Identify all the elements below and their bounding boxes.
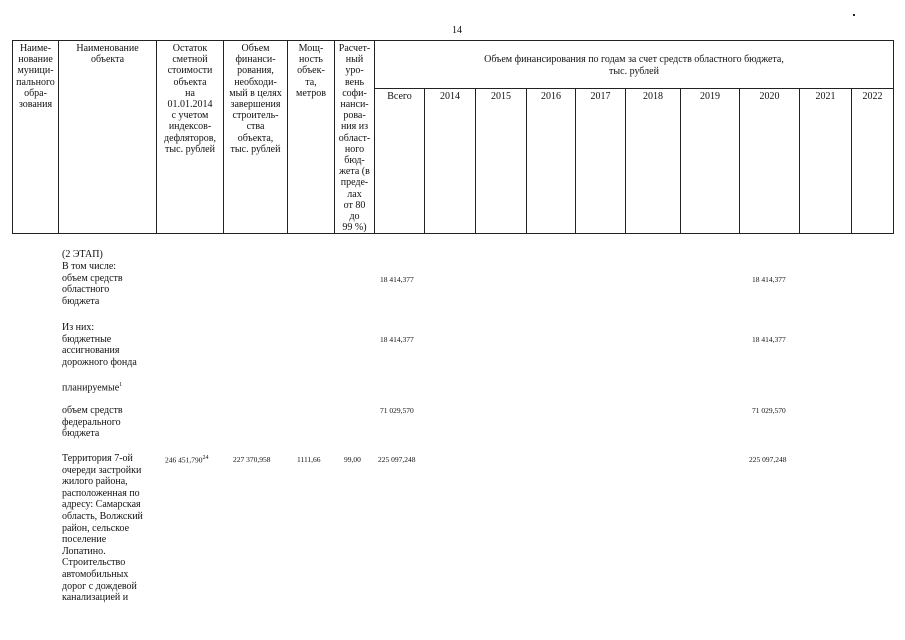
planned-text: планируемые — [62, 382, 120, 394]
page-number: 14 — [452, 25, 462, 36]
header-capacity: Мощ- ность объек- та, метров — [288, 41, 335, 234]
territory-remaining-value: 246 451,790 — [165, 455, 203, 465]
regional-budget-label: В том числе: объем средств областного бюджета — [62, 261, 123, 307]
header-required-financing: Объем финанси- рования, необходи- мый в целях завершения строитель- ства объекта, тыс. рублей — [224, 41, 288, 234]
header-year-2020: 2020 — [740, 89, 800, 234]
territory-remaining-cost — [165, 455, 209, 465]
road-fund-2020: 18 414,377 — [752, 335, 786, 344]
planned-footnote: 1 — [119, 382, 123, 388]
header-year-total: Всего — [375, 89, 425, 234]
header-financing-by-years — [375, 41, 894, 89]
header-cofinancing-level: Расчет- ный уро- вень софи- нанси- рова- ния из област- ного бюд- жета (в преде- лах от 80 до 99 %) — [335, 41, 375, 234]
territory-object-name: Территория 7-ой очереди застройки жилого района, расположенная по адресу: Самарская область, Волжский район, сельское поселение Лопатино. Строительство автомобильных дорог с дождевой канализацией и — [62, 453, 143, 604]
header-year-2022: 2022 — [852, 89, 894, 234]
federal-budget-label: объем средств федерального бюджета — [62, 405, 123, 440]
territory-required-financing: 227 370,958 — [233, 455, 271, 464]
stage-label: (2 ЭТАП) — [62, 249, 103, 260]
regional-budget-total: 18 414,377 — [380, 275, 414, 284]
territory-remaining-footnote: 24 — [202, 455, 209, 461]
territory-2020: 225 097,248 — [749, 455, 787, 464]
header-year-2016: 2016 — [527, 89, 576, 234]
territory-total: 225 097,248 — [378, 455, 416, 464]
federal-budget-2020: 71 029,570 — [752, 406, 786, 415]
header-year-2017: 2017 — [576, 89, 626, 234]
header-table — [12, 40, 894, 234]
financing-title-line1: Объем финансирования по годам за счет средств областного бюджета, — [484, 54, 784, 66]
financing-title-line2: тыс. рублей — [609, 65, 659, 77]
scan-speck — [853, 14, 855, 16]
territory-cofinancing-level: 99,00 — [344, 455, 361, 464]
header-year-2015: 2015 — [476, 89, 527, 234]
header-year-2019: 2019 — [681, 89, 740, 234]
header-object-name: Наименование объекта — [59, 41, 157, 234]
header-year-2014: 2014 — [425, 89, 476, 234]
road-fund-label: Из них: бюджетные ассигнования дорожного фонда — [62, 322, 137, 368]
header-remaining-cost: Остаток сметной стоимости объекта на 01.01.2014 с учетом индексов- дефляторов, тыс. рублей — [157, 41, 224, 234]
regional-budget-2020: 18 414,377 — [752, 275, 786, 284]
planned-label — [62, 380, 122, 394]
header-year-2021: 2021 — [800, 89, 852, 234]
header-year-2018: 2018 — [626, 89, 681, 234]
header-municipality: Наиме- нование муници- пального обра- зования — [13, 41, 59, 234]
federal-budget-total: 71 029,570 — [380, 406, 414, 415]
road-fund-total: 18 414,377 — [380, 335, 414, 344]
territory-capacity: 1111,66 — [297, 455, 321, 464]
